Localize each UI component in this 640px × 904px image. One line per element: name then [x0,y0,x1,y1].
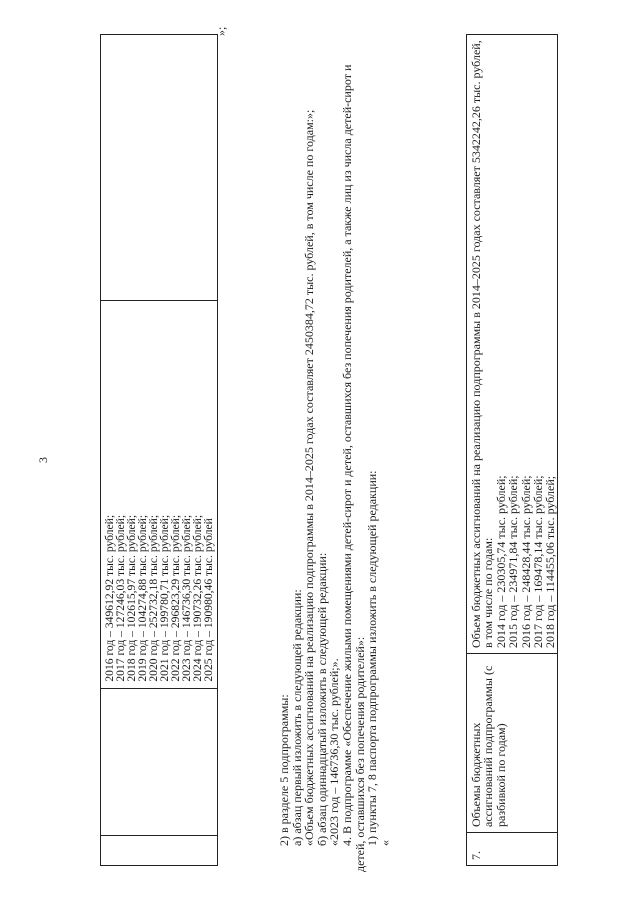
table-cell-number [101,835,218,865]
paragraph: 2) в разделе 5 подпрограммы: [277,694,291,846]
table-cell-empty [101,35,218,301]
year-list [104,307,214,682]
page-number: 3 [36,457,50,463]
paragraph: а) абзац первый изложить в следующей редакции: [289,589,304,846]
table-row [467,35,558,866]
table-cell-label [101,688,218,835]
list-item: 2014 год – 230305,74 тыс. рублей; [493,475,508,648]
list-item: 2015 год – 234971,84 тыс. рублей; [506,475,521,648]
list-item: 2017 год – 169478,14 тыс. рублей; [531,475,546,648]
continuation-table [100,34,218,866]
paragraph: 4. В подпрограмме «Обеспечение жилыми помещениями детей-сирот и детей, оставшихся без попечения родителей, а также лиц из числа детей-сирот и детей, оставшихся без попечения родителей»: [339,64,367,872]
row-content [467,35,558,654]
paragraph: «Объем бюджетных ассигнований на реализацию подпрограммы в 2014–2025 годах составляет 2450384,72 тыс. рублей, в том числе по годам:»; [302,109,317,846]
list-item: 2016 год – 248428,44 тыс. рублей; [518,475,533,648]
passport-table [466,34,558,866]
list-item: 2022 год – 296823,29 тыс. рублей; [169,514,182,682]
list-item: 2024 год – 190732,26 тыс. рублей; [191,514,204,682]
row-label: Объемы бюджетных ассигнований подпрограммы (с разбивкой по годам) [467,654,558,833]
list-item: 2016 год – 349612,92 тыс. рублей; [103,514,116,682]
document-body [278,36,391,872]
table-row [101,35,218,866]
list-item: 2020 год – 252732,18 тыс. рублей; [147,514,160,682]
list-item: 2018 год – 102615,97 тыс. рублей; [125,514,138,682]
content-intro: Объем бюджетных ассигнований на реализацию подпрограммы в 2014–2025 годах составляет 5342242,26 тыс. рублей, в том числе по годам: [469,40,496,648]
paragraph: 1) пункты 7, 8 паспорта подпрограммы изложить в следующей редакции: [365,470,380,846]
row-number: 7. [467,833,558,866]
closing-quote: »; [214,26,228,36]
list-item: 2021 год – 199780,71 тыс. рублей; [158,514,171,682]
list-item: 2018 год – 114455,06 тыс. рублей; [543,475,558,648]
paragraph: « [377,840,392,846]
paragraph: «2023 год – 146736,30 тыс. рублей;». [327,658,342,846]
list-item: 2025 год – 190980,46 тыс. рублей [202,518,215,682]
list-item: 2019 год – 104274,88 тыс. рублей; [136,514,149,682]
list-item: 2017 год – 127246,03 тыс. рублей; [114,514,127,682]
paragraph: б) абзац одиннадцатый изложить в следующей редакции: [314,552,329,846]
table-cell-values [101,301,218,689]
list-item: 2023 год – 146736,30 тыс. рублей; [180,514,193,682]
